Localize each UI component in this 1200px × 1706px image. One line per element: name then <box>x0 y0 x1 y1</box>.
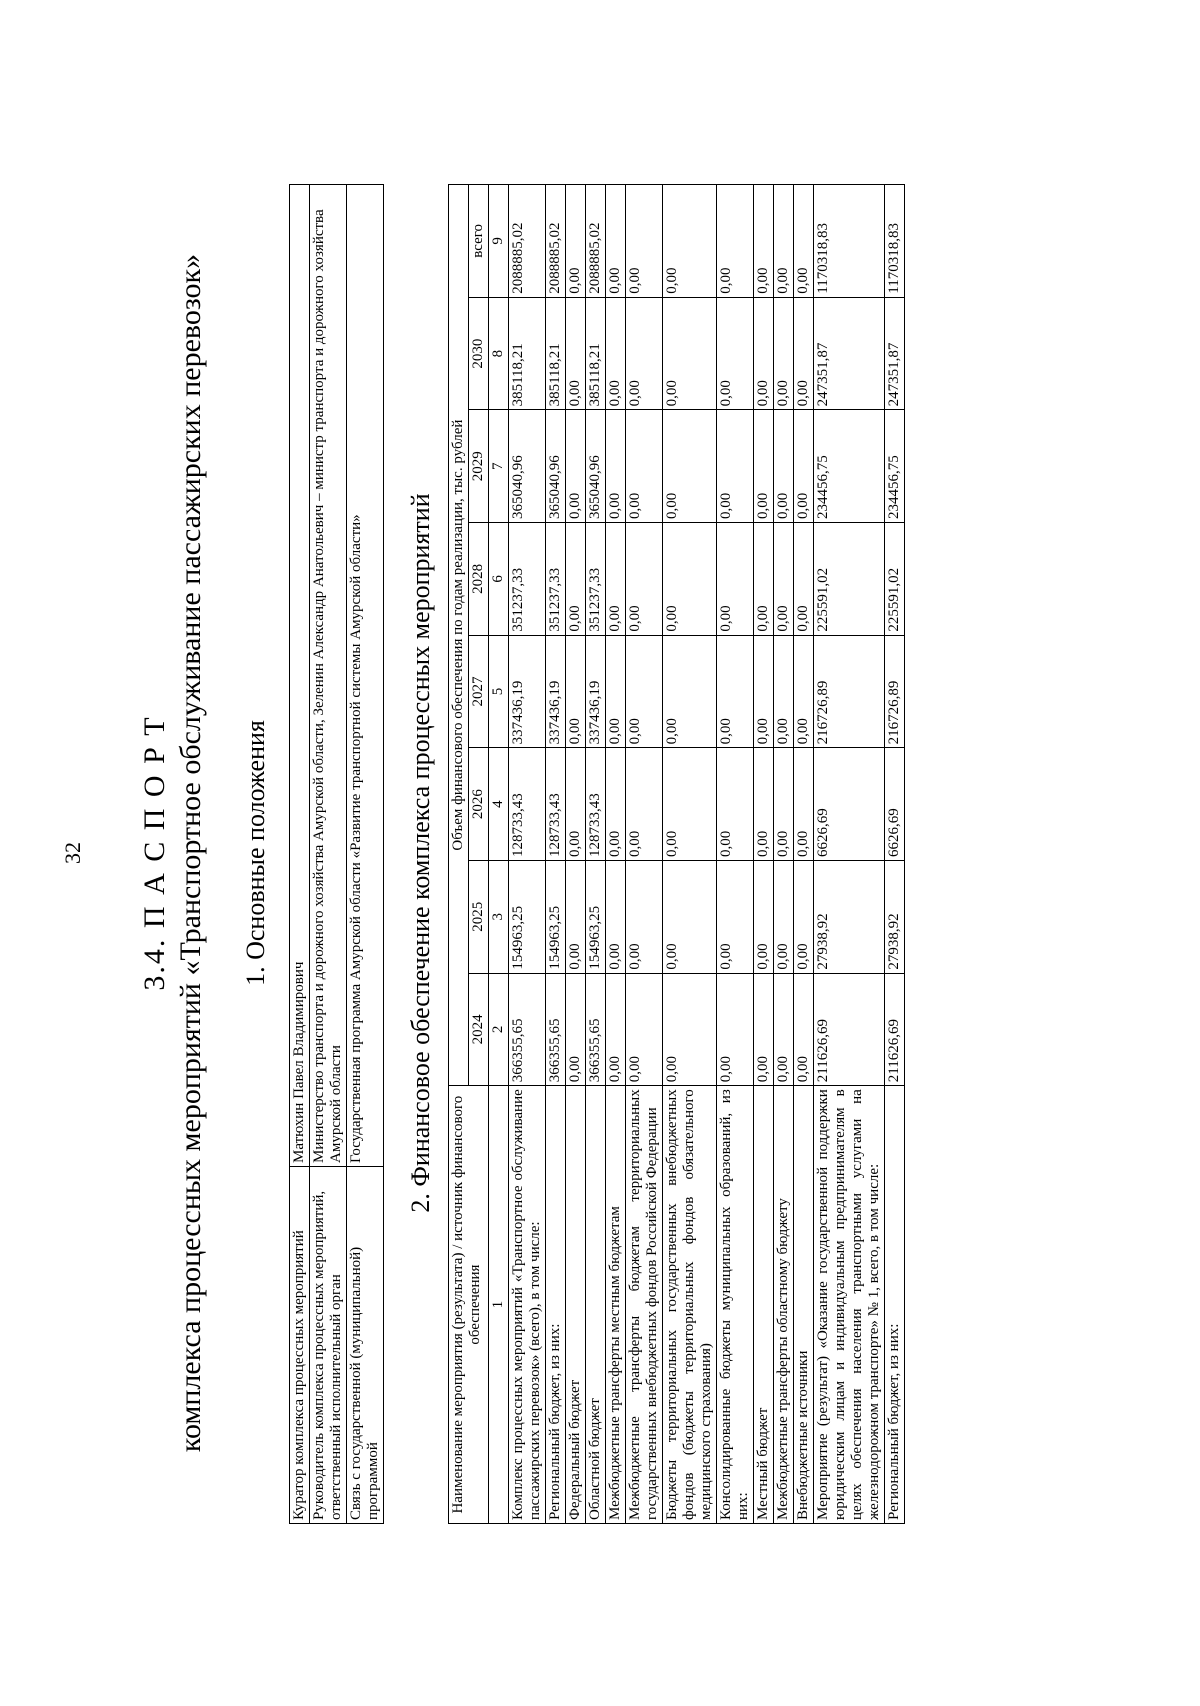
row-value-cell: 0,00 <box>717 748 754 861</box>
header-column-number: 9 <box>489 185 509 298</box>
row-value-cell: 0,00 <box>794 523 814 636</box>
passport-subtitle: комплекса процессных мероприятий «Транспортное обслуживание пассажирских перевозок» <box>174 253 207 1453</box>
row-value-cell: 0,00 <box>794 973 814 1086</box>
row-value-cell: 0,00 <box>774 410 794 523</box>
row-value-cell: 0,00 <box>606 410 626 523</box>
row-value-cell: 0,00 <box>626 748 663 861</box>
row-value-cell: 0,00 <box>717 635 754 748</box>
table-row <box>509 185 546 1524</box>
row-value-cell: 0,00 <box>663 635 717 748</box>
table-row <box>546 185 566 1524</box>
row-value-cell: 337436,19 <box>509 635 546 748</box>
row-name-cell: Местный бюджет <box>754 1086 774 1524</box>
passport-title: 3.4. П А С П О Р Т <box>138 715 171 991</box>
table-row <box>290 185 310 1524</box>
row-value-cell: 351237,33 <box>546 523 566 636</box>
table-row <box>814 185 885 1524</box>
row-value-cell: 0,00 <box>663 410 717 523</box>
row-name-cell: Консолидированные бюджеты муниципальных образований, из них: <box>717 1086 754 1524</box>
table-cell: Министерство транспорта и дорожного хозяйства Амурской области, Зеленин Александр Анатольевич – министр транспорта и дорожного хозяйства Амурской области <box>310 185 347 1167</box>
row-name-cell: Областной бюджет <box>586 1086 606 1524</box>
row-value-cell: 0,00 <box>663 860 717 973</box>
row-value-cell: 351237,33 <box>586 523 606 636</box>
header-name-cell: Наименование мероприятия (результата) / источник финансового обеспечения <box>449 1086 489 1524</box>
row-value-cell: 337436,19 <box>546 635 566 748</box>
row-value-cell: 0,00 <box>566 635 586 748</box>
row-value-cell: 0,00 <box>794 748 814 861</box>
row-name-cell: Мероприятие (результат) «Оказание государственной поддержки юридическим лицам и индивидуальным предпринимателям в целях обеспечения населения транспортными услугами на железнодорожном транспорте» № 1, всего, в том числе: <box>814 1086 885 1524</box>
row-value-cell: 0,00 <box>754 860 774 973</box>
table-cell: Куратор комплекса процессных мероприятий <box>290 1167 310 1524</box>
row-value-cell: 128733,43 <box>546 748 566 861</box>
row-value-cell: 0,00 <box>566 523 586 636</box>
table-row <box>586 185 606 1524</box>
header-column-number: 8 <box>489 297 509 410</box>
header-year-cell: 2027 <box>469 635 489 748</box>
row-name-cell: Межбюджетные трансферты местным бюджетам <box>606 1086 626 1524</box>
row-value-cell: 0,00 <box>794 860 814 973</box>
header-column-number: 5 <box>489 635 509 748</box>
table-cell: Связь с государственной (муниципальной) программой <box>347 1167 384 1524</box>
table-header-row <box>449 185 469 1524</box>
row-value-cell: 0,00 <box>794 297 814 410</box>
row-value-cell: 366355,65 <box>509 973 546 1086</box>
row-value-cell: 0,00 <box>754 523 774 636</box>
row-value-cell: 6626,69 <box>814 748 885 861</box>
row-value-cell: 0,00 <box>566 410 586 523</box>
row-value-cell: 365040,96 <box>586 410 606 523</box>
page-number: 32 <box>60 842 85 864</box>
row-value-cell: 0,00 <box>794 185 814 298</box>
row-value-cell: 128733,43 <box>509 748 546 861</box>
row-value-cell: 0,00 <box>606 973 626 1086</box>
row-value-cell: 234456,75 <box>885 410 905 523</box>
row-value-cell: 216726,89 <box>814 635 885 748</box>
row-value-cell: 0,00 <box>717 860 754 973</box>
header-year-cell: 2025 <box>469 860 489 973</box>
header-column-number: 1 <box>489 1086 509 1524</box>
section-2-title: 2. Финансовое обеспечение комплекса процессных мероприятий <box>406 493 435 1213</box>
header-year-cell: всего <box>469 185 489 298</box>
row-value-cell: 154963,25 <box>546 860 566 973</box>
row-value-cell: 0,00 <box>626 523 663 636</box>
row-name-cell: Межбюджетные трансферты областному бюджету <box>774 1086 794 1524</box>
section-1-title: 1. Основные положения <box>241 720 270 986</box>
row-value-cell: 0,00 <box>626 973 663 1086</box>
row-value-cell: 0,00 <box>663 185 717 298</box>
row-value-cell: 2088885,02 <box>509 185 546 298</box>
row-name-cell: Внебюджетные источники <box>794 1086 814 1524</box>
row-value-cell: 0,00 <box>794 410 814 523</box>
header-column-number: 3 <box>489 860 509 973</box>
table-cell: Матюхин Павел Владимирович <box>290 185 310 1167</box>
table-row <box>663 185 717 1524</box>
table-row <box>794 185 814 1524</box>
row-value-cell: 216726,89 <box>885 635 905 748</box>
table-cell: Государственная программа Амурской области «Развитие транспортной системы Амурской области» <box>347 185 384 1167</box>
header-year-cell: 2030 <box>469 297 489 410</box>
row-value-cell: 0,00 <box>566 297 586 410</box>
table-row <box>626 185 663 1524</box>
row-value-cell: 337436,19 <box>586 635 606 748</box>
row-value-cell: 154963,25 <box>586 860 606 973</box>
row-value-cell: 0,00 <box>626 635 663 748</box>
row-value-cell: 0,00 <box>717 185 754 298</box>
row-name-cell: Межбюджетные трансферты бюджетам территориальных государственных внебюджетных фондов Российской Федерации <box>626 1086 663 1524</box>
row-value-cell: 385118,21 <box>509 297 546 410</box>
row-value-cell: 351237,33 <box>509 523 546 636</box>
row-value-cell: 247351,87 <box>814 297 885 410</box>
row-value-cell: 128733,43 <box>586 748 606 861</box>
row-value-cell: 0,00 <box>566 748 586 861</box>
row-value-cell: 211626,69 <box>814 973 885 1086</box>
financing-table <box>448 184 905 1524</box>
table-cell: Руководитель комплекса процессных мероприятий, ответственный исполнительный орган <box>310 1167 347 1524</box>
row-value-cell: 0,00 <box>663 973 717 1086</box>
row-value-cell: 0,00 <box>754 973 774 1086</box>
row-name-cell: Комплекс процессных мероприятий «Транспортное обслуживание пассажирских перевозок» (всего), в том числе: <box>509 1086 546 1524</box>
row-value-cell: 0,00 <box>606 748 626 861</box>
row-value-cell: 2088885,02 <box>546 185 566 298</box>
row-value-cell: 27938,92 <box>885 860 905 973</box>
table-row <box>347 185 384 1524</box>
row-value-cell: 385118,21 <box>546 297 566 410</box>
row-value-cell: 0,00 <box>754 410 774 523</box>
row-value-cell: 0,00 <box>754 297 774 410</box>
header-year-cell: 2024 <box>469 973 489 1086</box>
header-year-cell: 2029 <box>469 410 489 523</box>
row-value-cell: 0,00 <box>566 973 586 1086</box>
row-value-cell: 0,00 <box>774 635 794 748</box>
row-value-cell: 0,00 <box>794 635 814 748</box>
row-value-cell: 247351,87 <box>885 297 905 410</box>
row-value-cell: 0,00 <box>606 523 626 636</box>
row-value-cell: 0,00 <box>774 973 794 1086</box>
row-value-cell: 0,00 <box>774 523 794 636</box>
row-value-cell: 385118,21 <box>586 297 606 410</box>
row-value-cell: 0,00 <box>566 185 586 298</box>
header-column-number: 6 <box>489 523 509 636</box>
row-value-cell: 0,00 <box>626 860 663 973</box>
row-name-cell: Бюджеты территориальных государственных внебюджетных фондов (бюджеты территориальных фондов обязательного медицинского страхования) <box>663 1086 717 1524</box>
row-value-cell: 0,00 <box>717 973 754 1086</box>
table-row <box>754 185 774 1524</box>
row-value-cell: 366355,65 <box>546 973 566 1086</box>
row-value-cell: 225591,02 <box>885 523 905 636</box>
table-row <box>606 185 626 1524</box>
row-value-cell: 366355,65 <box>586 973 606 1086</box>
row-name-cell: Региональный бюджет, из них: <box>885 1086 905 1524</box>
header-column-number: 4 <box>489 748 509 861</box>
row-value-cell: 0,00 <box>717 523 754 636</box>
row-value-cell: 0,00 <box>754 185 774 298</box>
row-value-cell: 0,00 <box>774 185 794 298</box>
row-value-cell: 211626,69 <box>885 973 905 1086</box>
header-column-number: 7 <box>489 410 509 523</box>
row-value-cell: 0,00 <box>663 297 717 410</box>
row-value-cell: 27938,92 <box>814 860 885 973</box>
header-group-cell: Объем финансового обеспечения по годам реализации, тыс. рублей <box>449 185 469 1086</box>
table-row <box>310 185 347 1524</box>
row-value-cell: 6626,69 <box>885 748 905 861</box>
row-value-cell: 0,00 <box>663 523 717 636</box>
row-name-cell: Федеральный бюджет <box>566 1086 586 1524</box>
row-value-cell: 0,00 <box>754 748 774 861</box>
row-value-cell: 1170318,83 <box>885 185 905 298</box>
header-column-number: 2 <box>489 973 509 1086</box>
row-value-cell: 0,00 <box>774 748 794 861</box>
table-row <box>774 185 794 1524</box>
table-row <box>885 185 905 1524</box>
row-value-cell: 0,00 <box>663 748 717 861</box>
rotated-sheet <box>0 24 1200 1682</box>
row-value-cell: 0,00 <box>754 635 774 748</box>
row-value-cell: 0,00 <box>717 297 754 410</box>
row-value-cell: 225591,02 <box>814 523 885 636</box>
table-row <box>717 185 754 1524</box>
row-value-cell: 365040,96 <box>546 410 566 523</box>
row-name-cell: Региональный бюджет, из них: <box>546 1086 566 1524</box>
row-value-cell: 0,00 <box>606 297 626 410</box>
row-value-cell: 0,00 <box>606 185 626 298</box>
row-value-cell: 365040,96 <box>509 410 546 523</box>
row-value-cell: 1170318,83 <box>814 185 885 298</box>
row-value-cell: 0,00 <box>606 635 626 748</box>
header-year-cell: 2028 <box>469 523 489 636</box>
header-year-cell: 2026 <box>469 748 489 861</box>
table-row <box>566 185 586 1524</box>
row-value-cell: 234456,75 <box>814 410 885 523</box>
row-value-cell: 0,00 <box>626 297 663 410</box>
row-value-cell: 0,00 <box>626 185 663 298</box>
row-value-cell: 0,00 <box>774 860 794 973</box>
row-value-cell: 0,00 <box>774 297 794 410</box>
row-value-cell: 0,00 <box>566 860 586 973</box>
basic-info-table <box>289 184 384 1524</box>
row-value-cell: 0,00 <box>626 410 663 523</box>
table-header-row <box>489 185 509 1524</box>
row-value-cell: 0,00 <box>606 860 626 973</box>
row-value-cell: 2088885,02 <box>586 185 606 298</box>
row-value-cell: 0,00 <box>717 410 754 523</box>
row-value-cell: 154963,25 <box>509 860 546 973</box>
